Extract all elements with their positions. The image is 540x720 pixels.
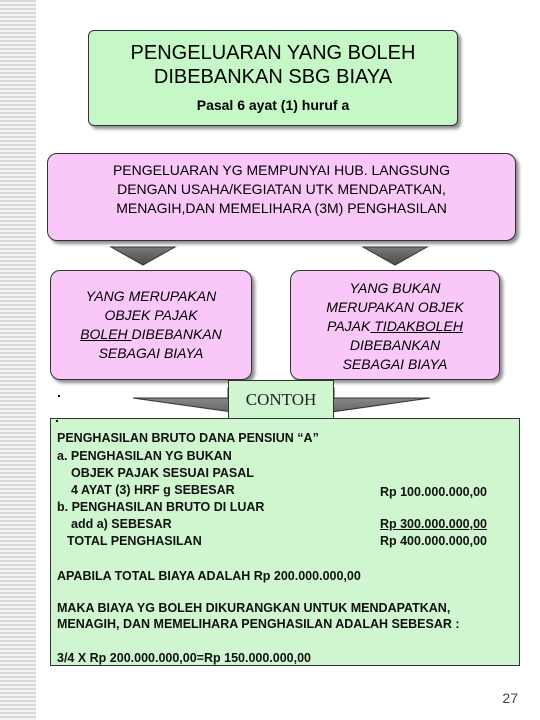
example-value-a: Rp 100.000.000,00 (379, 485, 487, 499)
example-line-1: PENGHASILAN BRUTO DANA PENSIUN “A” (57, 431, 319, 445)
example-line-6: add a) SEBESAR (71, 517, 172, 531)
non-deductible-line-5: SEBAGAI BIAYA (342, 356, 448, 372)
definition-line-1: PENGELUARAN YG MEMPUNYAI HUB. LANGSUNG (112, 162, 451, 178)
example-total-label: TOTAL PENGHASILAN (67, 534, 202, 548)
definition-line-3: MENAGIH,DAN MEMELIHARA (3M) PENGHASILAN (116, 200, 447, 216)
example-line-3: OBJEK PAJAK SESUAI PASAL (71, 466, 254, 480)
contoh-label: CONTOH (228, 380, 334, 418)
example-line-10: MENAGIH, DAN MEMELIHARA PENGHASILAN ADALAH SEBESAR : (57, 617, 460, 631)
non-deductible-line-4: DIBEBANKAN (349, 337, 441, 353)
deductible-dibebankan: DIBEBANKAN (131, 326, 222, 342)
example-panel (50, 409, 520, 666)
definition-box (47, 153, 516, 241)
title-line-1: PENGELUARAN YANG BOLEH (130, 42, 416, 64)
arrow-right-down (363, 247, 427, 265)
bullet-dot: . (55, 409, 59, 425)
deductible-boleh: BOLEH (80, 326, 132, 342)
title-subtitle: Pasal 6 ayat (1) huruf a (196, 97, 350, 113)
non-deductible-tidakboleh: TIDAKBOLEH (370, 318, 463, 334)
deductible-line-3 (51, 325, 251, 344)
non-deductible-box (290, 270, 500, 380)
arrow-left-down (111, 247, 175, 265)
deductible-line-1: YANG MERUPAKAN (85, 288, 217, 304)
title-line-2: DIBEBANKAN SBG BIAYA (153, 66, 393, 88)
deductible-line-2: OBJEK PAJAK (104, 307, 198, 323)
example-result: 3/4 X Rp 200.000.000,00=Rp 150.000.000,00 (57, 651, 312, 665)
non-deductible-line-1: YANG BUKAN (349, 280, 441, 296)
non-deductible-line-3 (291, 317, 499, 336)
example-line-9: MAKA BIAYA YG BOLEH DIKURANGKAN UNTUK MENDAPATKAN, (57, 601, 451, 615)
deductible-line-4: SEBAGAI BIAYA (98, 345, 204, 361)
non-deductible-pajak: PAJAK (327, 318, 371, 334)
example-line-4: 4 AYAT (3) HRF g SEBESAR (71, 483, 235, 497)
page-number: 27 (502, 690, 518, 706)
non-deductible-line-2: MERUPAKAN OBJEK (326, 299, 464, 315)
definition-line-2: DENGAN USAHA/KEGIATAN UTK MENDAPATKAN, (117, 181, 446, 197)
deductible-box (50, 270, 252, 380)
bullet-dot: . (57, 384, 61, 400)
example-total-value: Rp 400.000.000,00 (379, 534, 487, 548)
example-value-b: Rp 300.000.000,00 (379, 517, 487, 531)
example-line-5: b. PENGHASILAN BRUTO DI LUAR (57, 500, 265, 514)
title-box (88, 30, 458, 126)
example-line-2: a. PENGHASILAN YG BUKAN (57, 449, 232, 463)
example-line-8: APABILA TOTAL BIAYA ADALAH Rp 200.000.000,00 (57, 569, 361, 583)
